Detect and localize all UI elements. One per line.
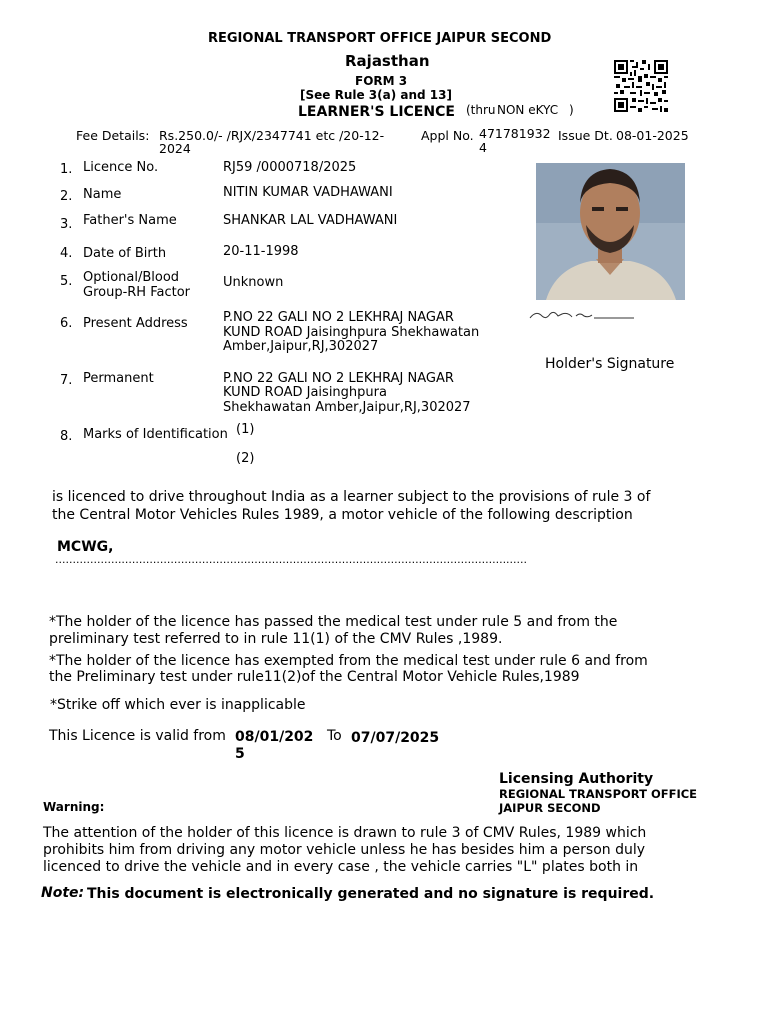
dob-value: 20-11-1998 [223, 244, 299, 259]
permanent-address-label: Permanent [83, 371, 154, 386]
valid-to-label: To [327, 728, 342, 744]
thru-suffix: ) [569, 103, 574, 117]
qr-code [614, 60, 668, 112]
note-label: Note: [41, 885, 85, 901]
permanent-address-line2: KUND ROAD Jaisinghpura [223, 385, 387, 400]
fee-label: Fee Details: [76, 128, 150, 143]
warning-label: Warning: [43, 800, 105, 814]
warning-line1: The attention of the holder of this licence is drawn to rule 3 of CMV Rules, 1989 which [43, 825, 647, 841]
permanent-address-line1: P.NO 22 GALI NO 2 LEKHRAJ NAGAR [223, 371, 454, 386]
present-address-label: Present Address [83, 316, 188, 331]
field-7-number: 7. [60, 373, 73, 388]
present-address-line1: P.NO 22 GALI NO 2 LEKHRAJ NAGAR [223, 310, 454, 325]
field-4-number: 4. [60, 246, 73, 261]
field-6-number: 6. [60, 316, 73, 331]
licence-no-value: RJ59 /0000718/2025 [223, 160, 357, 175]
mark-2: (2) [236, 451, 255, 466]
fathers-name-value: SHANKAR LAL VADHAWANI [223, 213, 398, 228]
medical-passed-line1: *The holder of the licence has passed the medical test under rule 5 and from the [49, 614, 618, 630]
fee-value-line1: Rs.250.0/- /RJX/2347741 etc /20-12- [159, 128, 385, 143]
name-value: NITIN KUMAR VADHAWANI [223, 185, 393, 200]
holder-signature-image [528, 308, 636, 322]
blood-group-label-line2: Group-RH Factor [83, 285, 191, 300]
dob-label: Date of Birth [83, 246, 167, 261]
appl-label: Appl No. [421, 128, 474, 143]
valid-from-date-line1: 08/01/202 [235, 729, 314, 745]
holder-signature-label: Holder's Signature [545, 356, 675, 372]
holder-photo [536, 163, 685, 300]
marks-label: Marks of Identification [83, 427, 228, 442]
issue-date-value: 08-01-2025 [616, 128, 689, 143]
medical-exempted-line1: *The holder of the licence has exempted from the medical test under rule 6 and from [49, 653, 648, 669]
mark-1: (1) [236, 422, 255, 437]
field-2-number: 2. [60, 189, 73, 204]
medical-passed-line2: preliminary test referred to in rule 11(1) of the CMV Rules ,1989. [49, 631, 503, 647]
document-title: LEARNER'S LICENCE [298, 104, 455, 120]
authority-office-line2: JAIPUR SECOND [499, 801, 601, 815]
thru-prefix: (thru [466, 103, 496, 117]
blood-group-label-line1: Optional/Blood [83, 270, 180, 285]
authority-office-line1: REGIONAL TRANSPORT OFFICE [499, 787, 698, 801]
valid-to-date: 07/07/2025 [351, 730, 440, 746]
vehicle-class: MCWG, [57, 539, 114, 555]
medical-exempted-line2: the Preliminary test under rule11(2)of the Central Motor Vehicle Rules,1989 [49, 669, 580, 685]
licensing-authority-title: Licensing Authority [499, 771, 654, 787]
permanent-address-line3: Shekhawatan Amber,Jaipur,RJ,302027 [223, 400, 471, 415]
form-number: FORM 3 [355, 74, 408, 88]
field-8-number: 8. [60, 429, 73, 444]
office-title: REGIONAL TRANSPORT OFFICE JAIPUR SECOND [208, 31, 552, 46]
issue-date-label: Issue Dt. [558, 128, 613, 143]
field-5-number: 5. [60, 274, 73, 289]
fee-value-line2: 2024 [159, 141, 191, 156]
present-address-line2: KUND ROAD Jaisinghpura Shekhawatan [223, 325, 480, 340]
kyc-type: NON eKYC [497, 103, 559, 117]
note-text: This document is electronically generated and no signature is required. [87, 886, 655, 902]
state-title: Rajasthan [345, 52, 430, 70]
present-address-line3: Amber,Jaipur,RJ,302027 [223, 339, 379, 354]
licence-no-label: Licence No. [83, 160, 159, 175]
strike-off-note: *Strike off which ever is inapplicable [50, 697, 306, 713]
licence-statement-line1: is licenced to drive throughout India as a learner subject to the provisions of rule 3 of [52, 489, 651, 505]
valid-from-date-line2: 5 [235, 746, 245, 762]
valid-from-label: This Licence is valid from [49, 728, 226, 744]
fathers-name-label: Father's Name [83, 213, 177, 228]
warning-line3: licenced to drive the vehicle and in every case , the vehicle carries "L" plates both in [43, 859, 639, 875]
appl-number-line1: 471781932 [479, 126, 551, 141]
field-3-number: 3. [60, 217, 73, 232]
warning-line2: prohibits him from driving any motor vehicle unless he has besides him a person duly [43, 842, 646, 858]
form-rule: [See Rule 3(a) and 13] [300, 88, 452, 102]
licence-statement-line2: the Central Motor Vehicles Rules 1989, a motor vehicle of the following description [52, 507, 633, 523]
name-label: Name [83, 187, 122, 202]
blood-group-value: Unknown [223, 275, 284, 290]
appl-number-line2: 4 [479, 140, 487, 155]
field-1-number: 1. [60, 162, 73, 177]
dotted-line: ....................................................................................................................................... [55, 553, 528, 566]
